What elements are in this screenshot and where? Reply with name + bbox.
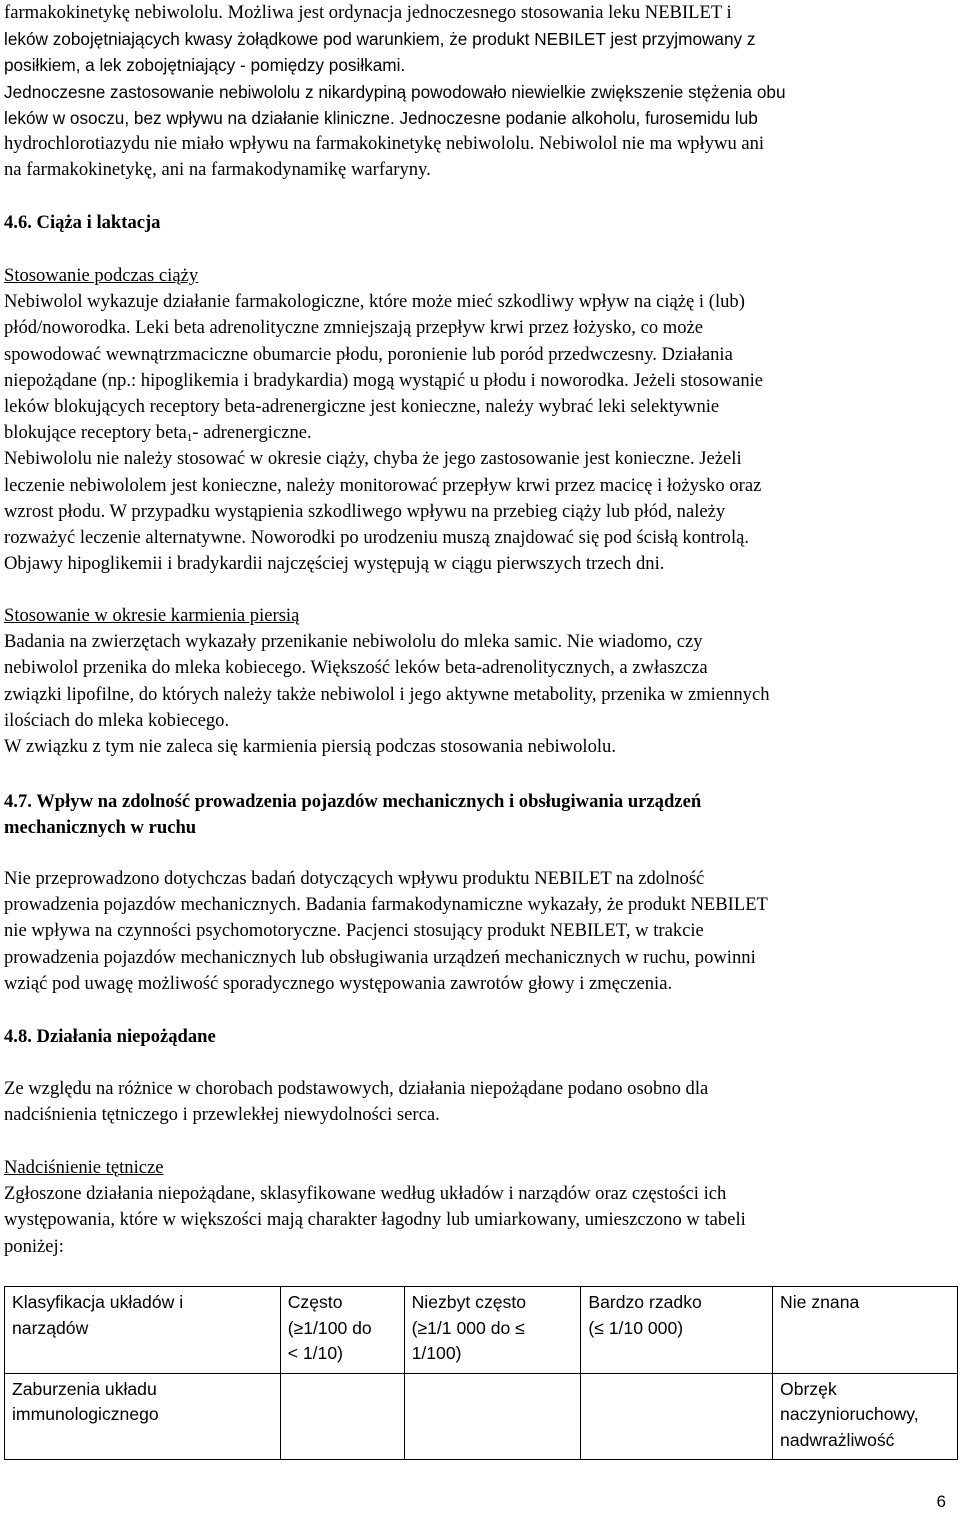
page-number: 6 <box>936 1492 946 1511</box>
text-line: spowodować wewnątrzmaciczne obumarcie płodu, poronienie lub poród przedwczesny. Działania <box>4 343 733 365</box>
cell-line: Zaburzenia układu <box>12 1378 157 1399</box>
section-heading-4-8: 4.8. Działania niepożądane <box>4 1026 216 1047</box>
cell-line: (≤ 1/10 000) <box>588 1317 684 1338</box>
cell-line: immunologicznego <box>12 1404 159 1424</box>
table-cell <box>5 1373 281 1460</box>
text-line: Jednoczesne zastosowanie nebiwololu z nikardypiną powodowało niewielkie zwiększenie stężenia obu <box>4 81 786 102</box>
cell-line: narządów <box>12 1317 89 1338</box>
text-line: nadciśnienia tętniczego i przewlekłej niewydolności serca. <box>4 1104 440 1126</box>
text-line: na farmakokinetykę, ani na farmakodynamikę warfaryny. <box>4 159 431 181</box>
text-line: leków zobojętniających kwasy żołądkowe pod warunkiem, że produkt NEBILET jest przyjmowany z <box>4 29 756 50</box>
cell-line: Obrzęk <box>780 1378 837 1399</box>
text-line: leczenie nebiwololem jest konieczne, należy monitorować przepływ krwi przez macicę i łożysko oraz <box>4 474 762 496</box>
text-line: ilościach do mleka kobiecego. <box>4 709 230 731</box>
text-line: wzrost płodu. W przypadku wystąpienia szkodliwego wpływu na przebieg ciąży lub płód, należy <box>4 500 726 522</box>
beta-line-suffix: - adrenergiczne. <box>192 422 312 444</box>
text-line: Nebiwolol wykazuje działanie farmakologiczne, które może mieć szkodliwy wpływ na ciążę i (lub) <box>4 291 745 313</box>
table-header-row <box>5 1287 958 1374</box>
table-cell <box>5 1287 281 1374</box>
interactions-continued-paragraph <box>4 0 786 183</box>
text-line: występowania, które w większości mają charakter łagodny lub umiarkowany, umieszczono w tabeli <box>4 1209 746 1231</box>
breastfeeding-section <box>4 603 770 760</box>
table-cell <box>581 1287 773 1374</box>
table-cell <box>773 1287 958 1374</box>
heading-line: 4.7. Wpływ na zdolność prowadzenia pojazdów mechanicznych i obsługiwania urządzeń <box>4 791 702 812</box>
breastfeeding-subheading: Stosowanie w okresie karmienia piersią <box>4 605 300 626</box>
text-line: związki lipofilne, do których należy także nebiwolol i jego aktywne metabolity, przenika w zmiennych <box>4 683 770 705</box>
hypertension-section <box>4 1155 746 1260</box>
cell-line: Klasyfikacja układów i <box>12 1292 184 1312</box>
table-cell <box>280 1373 404 1460</box>
cell-line: nadwrażliwość <box>780 1429 895 1450</box>
table-cell <box>773 1373 958 1460</box>
cell-line: naczynioruchowy, <box>780 1404 919 1424</box>
driving-paragraph <box>4 866 768 997</box>
text-line-beta1 <box>4 420 763 446</box>
text-line: niepożądane (np.: hipoglikemia i bradykardia) mogą wystąpić u płodu i noworodka. Jeżeli stosowanie <box>4 369 764 391</box>
cell-line: Niezbyt często <box>411 1292 526 1312</box>
section-heading-4-7 <box>4 789 701 841</box>
text-line: rozważyć leczenie alternatywne. Noworodki po urodzeniu muszą znajdować się pod ścisłą kontrolą. <box>4 527 750 549</box>
text-line: Ze względu na różnice w chorobach podstawowych, działania niepożądane podano osobno dla <box>4 1078 709 1099</box>
text-line: farmakokinetykę nebiwololu. Możliwa jest ordynacja jednoczesnego stosowania leku NEBILET i <box>4 2 732 23</box>
text-line: poniżej: <box>4 1235 64 1257</box>
text-line: Nie przeprowadzono dotychczas badań dotyczących wpływu produktu NEBILET na zdolność <box>4 868 705 889</box>
pregnancy-section <box>4 263 763 577</box>
text-line: leków w osoczu, bez wpływu na działanie kliniczne. Jednoczesne podanie alkoholu, furosemidu lub <box>4 107 758 128</box>
cell-line: (≥1/100 do <box>287 1317 372 1338</box>
cell-line: Często <box>287 1292 343 1312</box>
text-line: prowadzenia pojazdów mechanicznych lub obsługiwania urządzeń mechanicznych w ruchu, powinni <box>4 946 756 968</box>
hypertension-subheading: Nadciśnienie tętnicze <box>4 1157 164 1178</box>
cell-line: < 1/10) <box>287 1343 343 1363</box>
text-line: nebiwolol przenika do mleka kobiecego. Większość leków beta-adrenolitycznych, a zwłaszcza <box>4 657 708 679</box>
text-line: posiłkiem, a lek zobojętniający - pomiędzy posiłkami. <box>4 55 406 76</box>
text-line: hydrochlorotiazydu nie miało wpływu na farmakokinetykę nebiwololu. Nebiwolol nie ma wpływu ani <box>4 133 765 155</box>
pregnancy-subheading: Stosowanie podczas ciąży <box>4 265 199 286</box>
beta-subscript: 1 <box>186 432 193 445</box>
text-line: prowadzenia pojazdów mechanicznych. Badania farmakodynamiczne wykazały, że produkt NEBILET <box>4 894 768 916</box>
text-line: Nebiwololu nie należy stosować w okresie ciąży, chyba że jego zastosowanie jest konieczne. Jeżeli <box>4 448 742 470</box>
text-line: płód/noworodka. Leki beta adrenolityczne zmniejszają przepływ krwi przez łożysko, co może <box>4 317 704 339</box>
table-cell <box>404 1287 581 1374</box>
text-line: Zgłoszone działania niepożądane, sklasyfikowane według układów i narządów oraz częstości ich <box>4 1183 727 1205</box>
table-row <box>5 1373 958 1460</box>
adverse-effects-intro <box>4 1076 708 1128</box>
section-heading-4-6: 4.6. Ciąża i laktacja <box>4 212 161 233</box>
cell-line: Nie znana <box>780 1292 860 1312</box>
text-line: wziąć pod uwagę możliwość sporadycznego występowania zawrotów głowy i zmęczenia. <box>4 972 673 994</box>
table-cell <box>280 1287 404 1374</box>
text-line: Badania na zwierzętach wykazały przenikanie nebiwololu do mleka samic. Nie wiadomo, czy <box>4 631 703 653</box>
text-line: W związku z tym nie zaleca się karmienia piersią podczas stosowania nebiwololu. <box>4 736 616 758</box>
beta-line-text: blokujące receptory beta <box>4 422 187 444</box>
text-line: nie wpływa na czynności psychomotoryczne. Pacjenci stosujący produkt NEBILET, w trakcie <box>4 920 704 942</box>
text-line: leków blokujących receptory beta-adrenergiczne jest konieczne, należy wybrać leki selektywnie <box>4 396 720 418</box>
text-line: Objawy hipoglikemii i bradykardii najczęściej występują w ciągu pierwszych trzech dni. <box>4 553 665 575</box>
heading-line: mechanicznych w ruchu <box>4 817 197 839</box>
cell-line: (≥1/1 000 do ≤ <box>411 1317 525 1338</box>
table-cell <box>581 1373 773 1460</box>
adverse-effects-table <box>4 1286 958 1460</box>
table-cell <box>404 1373 581 1460</box>
cell-line: 1/100) <box>411 1343 462 1363</box>
cell-line: Bardzo rzadko <box>588 1292 702 1312</box>
